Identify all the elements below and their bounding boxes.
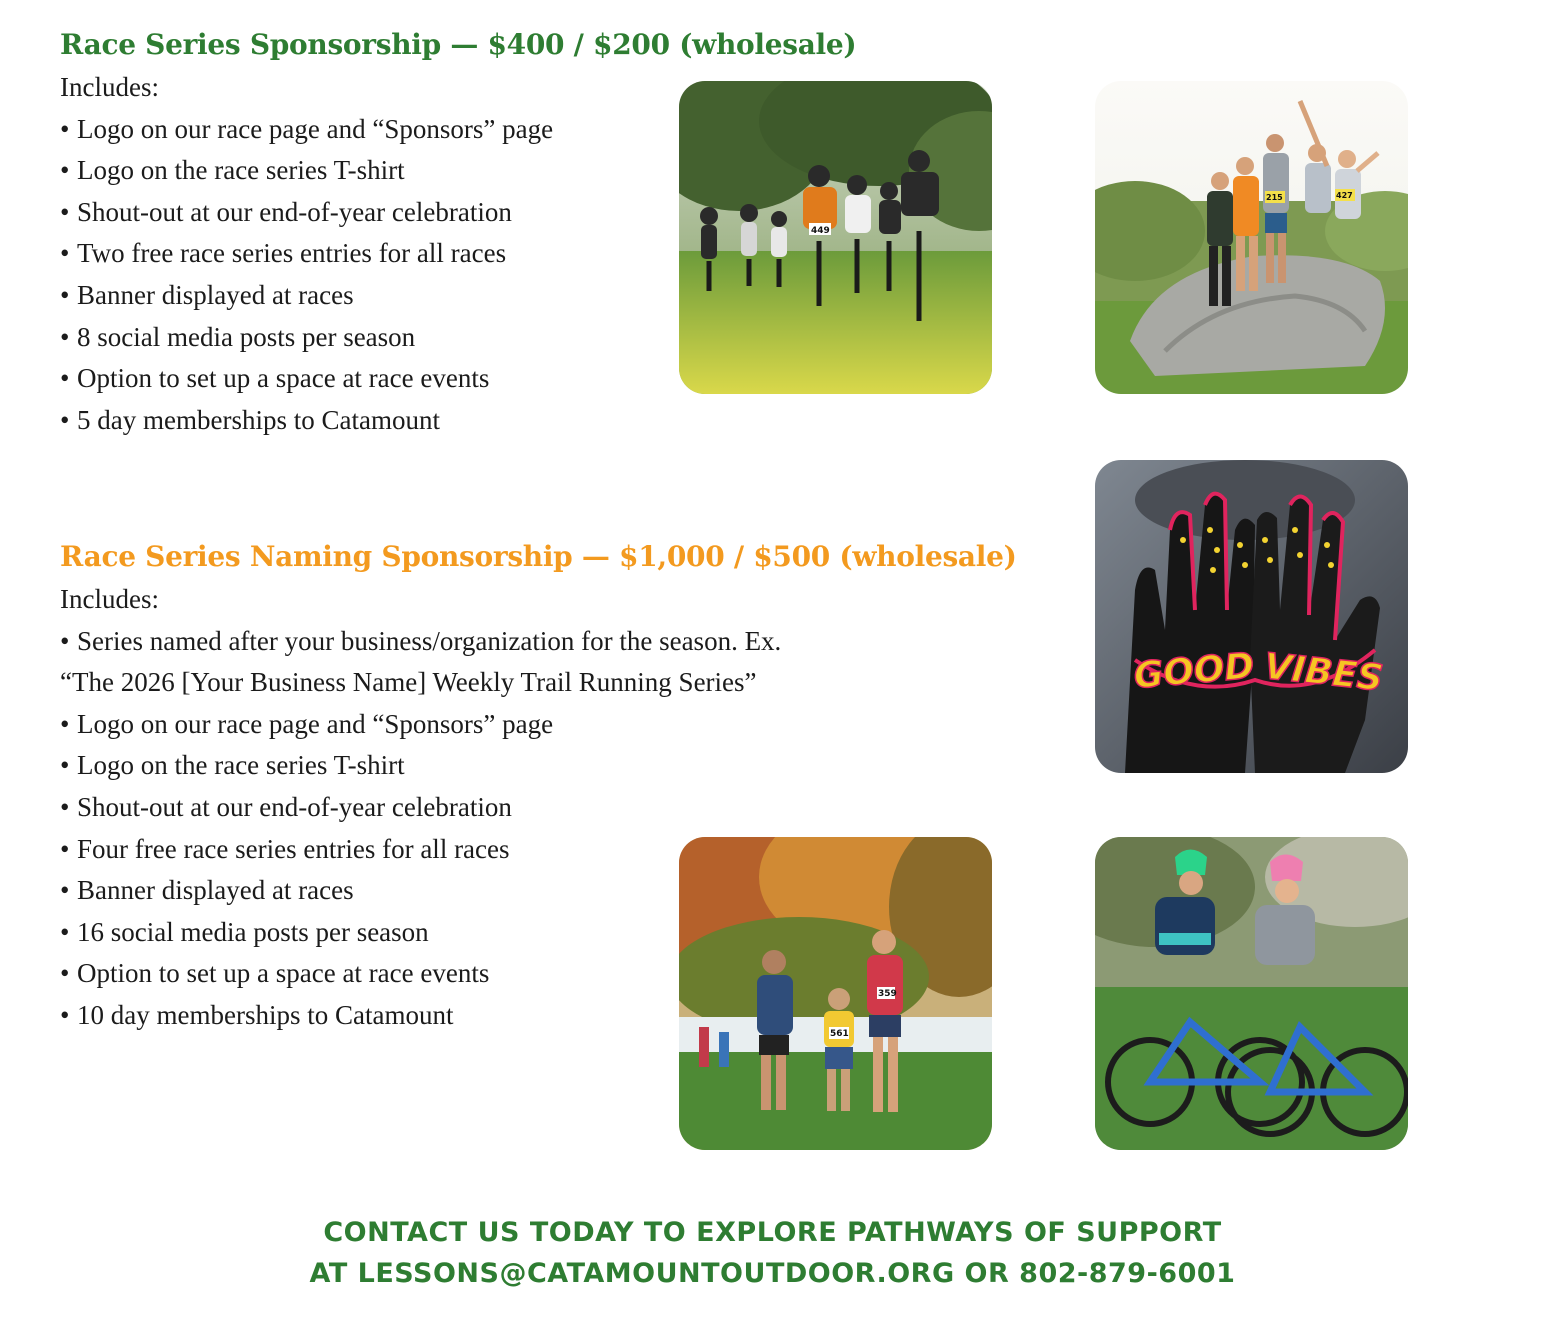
list-item: • Logo on the race series T-shirt — [60, 155, 405, 186]
photo-good-vibes-gloves — [1095, 460, 1408, 773]
photo-bike-race-start — [679, 81, 992, 394]
section1-heading: Race Series Sponsorship — $400 / $200 (wholesale) — [60, 28, 857, 61]
race-bib-number: 427 — [1336, 191, 1353, 200]
list-item: • 5 day memberships to Catamount — [60, 404, 440, 435]
list-item: • 16 social media posts per season — [60, 916, 429, 947]
section1-includes-label: Includes: — [60, 72, 159, 102]
photo-family-walking — [679, 837, 992, 1150]
contact-line-2: AT LESSONS@CATAMOUNTOUTDOOR.ORG OR 802-879-6001 — [309, 1258, 1236, 1289]
race-bib-number: 449 — [811, 226, 830, 236]
list-item: • Shout-out at our end-of-year celebration — [60, 791, 512, 822]
contact-line-1: CONTACT US TODAY TO EXPLORE PATHWAYS OF SUPPORT — [323, 1217, 1222, 1248]
list-item: • Logo on the race series T-shirt — [60, 750, 405, 781]
photo-runners-on-rock — [1095, 81, 1408, 394]
list-item: • Banner displayed at races — [60, 279, 354, 310]
list-item-continuation: “The 2026 [Your Business Name] Weekly Trail Running Series” — [60, 667, 757, 698]
list-item: • Logo on our race page and “Sponsors” page — [60, 708, 554, 739]
list-item: • Option to set up a space at race events — [60, 958, 490, 989]
list-item: • Banner displayed at races — [60, 875, 354, 906]
list-item: • Logo on our race page and “Sponsors” page — [60, 113, 554, 144]
list-item: • Shout-out at our end-of-year celebration — [60, 196, 512, 227]
gloves-text-good: GOOD — [1132, 645, 1256, 697]
list-item: • 8 social media posts per season — [60, 321, 416, 352]
list-item: • Option to set up a space at race events — [60, 363, 490, 394]
race-bib-number: 215 — [1266, 193, 1283, 202]
section2-heading: Race Series Naming Sponsorship — $1,000 / $500 (wholesale) — [60, 540, 1017, 573]
list-item: • Series named after your business/organization for the season. Ex. — [60, 625, 782, 656]
list-item: • 10 day memberships to Catamount — [60, 999, 454, 1030]
contact-callout — [0, 1212, 1545, 1294]
gloves-text-vibes: VIBES — [1262, 646, 1385, 700]
list-item: • Four free race series entries for all races — [60, 833, 510, 864]
list-item: • Two free race series entries for all races — [60, 238, 507, 269]
photo-kids-cycling — [1095, 837, 1408, 1150]
section2-includes-label: Includes: — [60, 584, 159, 614]
race-bib-number: 561 — [830, 1029, 849, 1039]
race-bib-number: 359 — [878, 989, 897, 999]
